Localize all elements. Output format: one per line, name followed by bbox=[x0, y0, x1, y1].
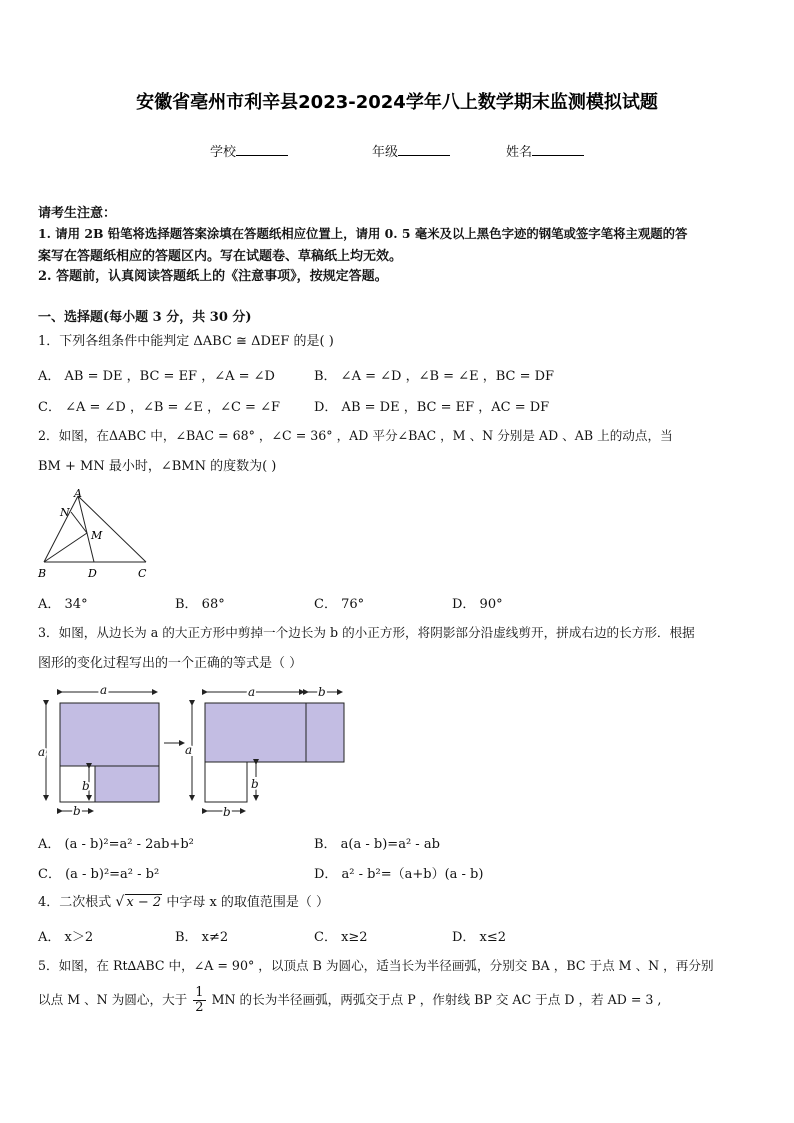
q3-label-a-top: a bbox=[100, 683, 108, 697]
q3-line-1: 3．如图，从边长为 a 的大正方形中剪掉一个边长为 b 的小正方形，将阴影部分沿虚线剪开，拼成右边的长方形．根据 bbox=[38, 625, 695, 640]
q2-edge-ac bbox=[78, 496, 146, 562]
q2-line-1: 2．如图，在ΔABC 中，∠BAC = 68° ，∠C = 36° ，AD 平分∠BAC ，M 、N 分别是 AD 、AB 上的动点，当 bbox=[38, 428, 673, 443]
q5-fraction-den: 2 bbox=[195, 1000, 204, 1015]
q3-option-a[interactable]: A． (a - b)²=a² - 2ab+b² bbox=[38, 837, 194, 852]
q4-option-a[interactable]: A． x＞2 bbox=[38, 930, 94, 945]
notice-line-2: 2. 答题前，认真阅读答题纸上的《注意事项》，按规定答题。 bbox=[38, 269, 388, 284]
sqrt-icon: √ bbox=[115, 894, 125, 910]
q2-label-m: M bbox=[91, 529, 103, 542]
q2-option-d[interactable]: D． 90° bbox=[452, 597, 503, 612]
q1-stem: 1．下列各组条件中能判定 ΔABC ≅ ΔDEF 的是( ) bbox=[38, 334, 334, 349]
q4-option-d[interactable]: D． x≤2 bbox=[452, 930, 507, 945]
q3-label-right-bottom-b: b bbox=[223, 805, 231, 819]
q2-triangle-figure bbox=[30, 486, 160, 582]
name-blank[interactable] bbox=[532, 143, 584, 156]
school-blank[interactable] bbox=[236, 143, 288, 156]
q2-label-n: N bbox=[60, 506, 70, 519]
q2-option-a[interactable]: A． 34° bbox=[38, 597, 88, 612]
name-field[interactable] bbox=[506, 141, 584, 160]
q1-option-b[interactable]: B． ∠A = ∠D ，∠B = ∠E ，BC = DF bbox=[314, 369, 555, 384]
q3-right-cutout bbox=[205, 762, 247, 802]
q3-option-b[interactable]: B． a(a - b)=a² - ab bbox=[314, 837, 440, 852]
q3-label-right-a: a bbox=[248, 685, 256, 699]
q3-shaded-bottom-right bbox=[95, 766, 159, 802]
q4-stem-post: 中字母 x 的取值范围是（ ） bbox=[166, 895, 330, 910]
notice-line-1: 1. 请用 2B 铅笔将选择题答案涂填在答题纸相应位置上，请用 0. 5 毫米及以上黑色字迹的钢笔或签字笔将主观题的答 bbox=[38, 226, 688, 241]
q4-option-c[interactable]: C． x≥2 bbox=[314, 930, 368, 945]
q5-line-2b: MN 的长为半径画弧，两弧交于点 P ，作射线 BP 交 AC 于点 D ，若 AD = 3 , bbox=[211, 992, 662, 1007]
q1-option-d[interactable]: D． AB = DE ，BC = EF ，AC = DF bbox=[314, 400, 550, 415]
q5-line-1: 5．如图，在 Rt∆ABC 中，∠A = 90° ，以顶点 B 为圆心，适当长为半径画弧，分别交 BA ，BC 于点 M 、N ，再分别 bbox=[38, 958, 714, 973]
q3-shaded-top bbox=[60, 703, 159, 766]
q3-rect-part-b bbox=[306, 703, 344, 762]
page-title: 安徽省亳州市利辛县2023-2024学年八上数学期末监测模拟试题 bbox=[136, 92, 658, 113]
q2-line-2: BM + MN 最小时，∠BMN 的度数为( ) bbox=[38, 459, 277, 474]
q3-label-b-bottom: b bbox=[73, 804, 81, 818]
q3-small-square-cutout bbox=[60, 766, 95, 802]
grade-blank[interactable] bbox=[398, 143, 450, 156]
q3-label-b-inner: b bbox=[82, 779, 90, 793]
q3-label-right-height: a bbox=[185, 743, 193, 757]
q4-radicand: x − 2 bbox=[126, 895, 162, 910]
q3-label-right-b: b bbox=[318, 685, 326, 699]
q2-label-c: C bbox=[138, 567, 147, 580]
notice-line-1b: 案写在答题纸相应的答题区内。写在试题卷、草稿纸上均无效。 bbox=[38, 249, 403, 264]
notice-heading: 请考生注意： bbox=[38, 206, 117, 221]
q3-option-c[interactable]: C． (a - b)²=a² - b² bbox=[38, 867, 160, 882]
grade-label: 年级 bbox=[372, 145, 399, 160]
q1-option-c[interactable]: C． ∠A = ∠D ，∠B = ∠E ，∠C = ∠F bbox=[38, 400, 280, 415]
q3-square-figure bbox=[34, 682, 354, 824]
q4-radical bbox=[115, 894, 162, 912]
q1-option-a[interactable]: A． AB = DE ，BC = EF ，∠A = ∠D bbox=[38, 369, 275, 384]
q5-fraction-half bbox=[193, 986, 205, 1015]
q2-option-c[interactable]: C． 76° bbox=[314, 597, 365, 612]
q5-fraction-num: 1 bbox=[195, 985, 204, 1000]
q3-label-right-inner-b: b bbox=[251, 777, 259, 791]
q4-option-b[interactable]: B． x≠2 bbox=[175, 930, 229, 945]
grade-field[interactable] bbox=[372, 141, 450, 160]
name-label: 姓名 bbox=[506, 145, 533, 160]
q5-line-2 bbox=[38, 986, 661, 1015]
q3-rect-part-a bbox=[205, 703, 306, 762]
q2-segment-bm bbox=[44, 533, 87, 562]
q2-option-b[interactable]: B． 68° bbox=[175, 597, 225, 612]
q4-stem-pre: 4．二次根式 bbox=[38, 895, 112, 910]
q3-line-2: 图形的变化过程写出的一个正确的等式是（ ） bbox=[38, 656, 303, 671]
section-heading: 一、选择题(每小题 3 分，共 30 分) bbox=[38, 310, 252, 325]
q2-label-a: A bbox=[74, 487, 82, 500]
q4-stem bbox=[38, 894, 329, 912]
q5-line-2a: 以点 M 、N 为圆心，大于 bbox=[38, 992, 188, 1007]
q3-option-d[interactable]: D． a² - b²=（a+b）(a - b) bbox=[314, 867, 484, 882]
school-label: 学校 bbox=[210, 145, 237, 160]
q2-label-d: D bbox=[88, 567, 97, 580]
school-field[interactable] bbox=[210, 141, 288, 160]
q3-label-a-left: a bbox=[38, 745, 46, 759]
q2-label-b: B bbox=[38, 567, 47, 580]
